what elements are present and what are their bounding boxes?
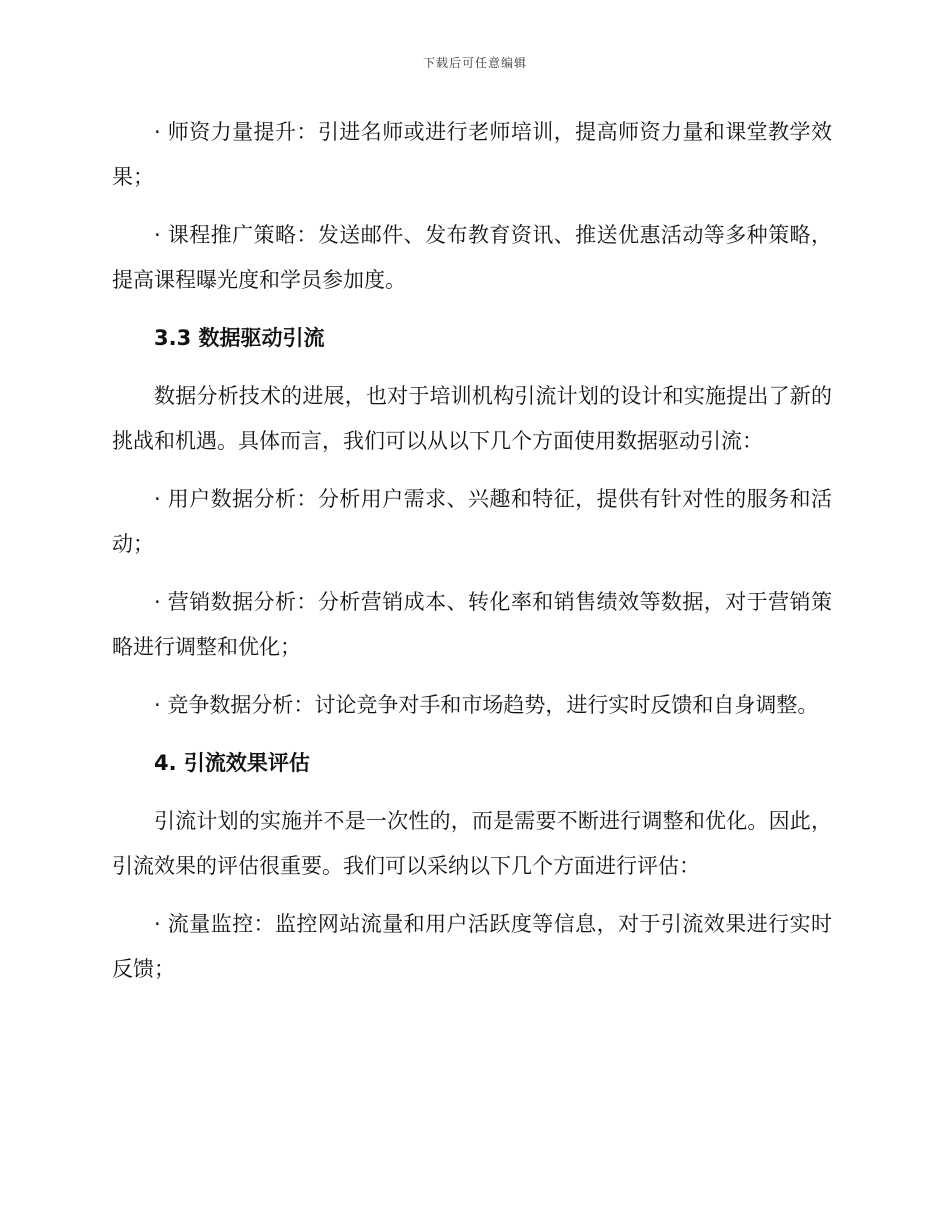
section-heading-3-3: 3.3 数据驱动引流 [154,326,325,350]
bullet-competition-data: · 竞争数据分析：讨论竞争对手和市场趋势，进行实时反馈和自身调整。 [154,693,819,717]
section-heading-4: 4. 引流效果评估 [154,751,310,775]
bullet-marketing-data: · 营销数据分析：分析营销成本、转化率和销售绩效等数据，对于营销策略进行调整和优化； [112,590,832,659]
bullet-teacher-strength: · 师资力量提升：引进名师或进行老师培训，提高师资力量和课堂教学效果； [112,120,832,189]
page-header-note: 下载后可任意编辑 [422,56,527,70]
evaluation-intro: 引流计划的实施并不是一次性的，而是需要不断进行调整和优化。因此，引流效果的评估很重要。我们可以采纳以下几个方面进行评估： [112,809,832,878]
document-body [112,110,832,1005]
bullet-traffic-monitoring: · 流量监控：监控网站流量和用户活跃度等信息，对于引流效果进行实时反馈； [112,912,832,981]
data-driven-intro: 数据分析技术的进展，也对于培训机构引流计划的设计和实施提出了新的挑战和机遇。具体而言，我们可以从以下几个方面使用数据驱动引流： [112,384,832,453]
bullet-course-promotion: · 课程推广策略：发送邮件、发布教育资讯、推送优惠活动等多种策略，提高课程曝光度和学员参加度。 [112,223,832,292]
bullet-user-data: · 用户数据分析：分析用户需求、兴趣和特征，提供有针对性的服务和活动； [112,487,832,556]
